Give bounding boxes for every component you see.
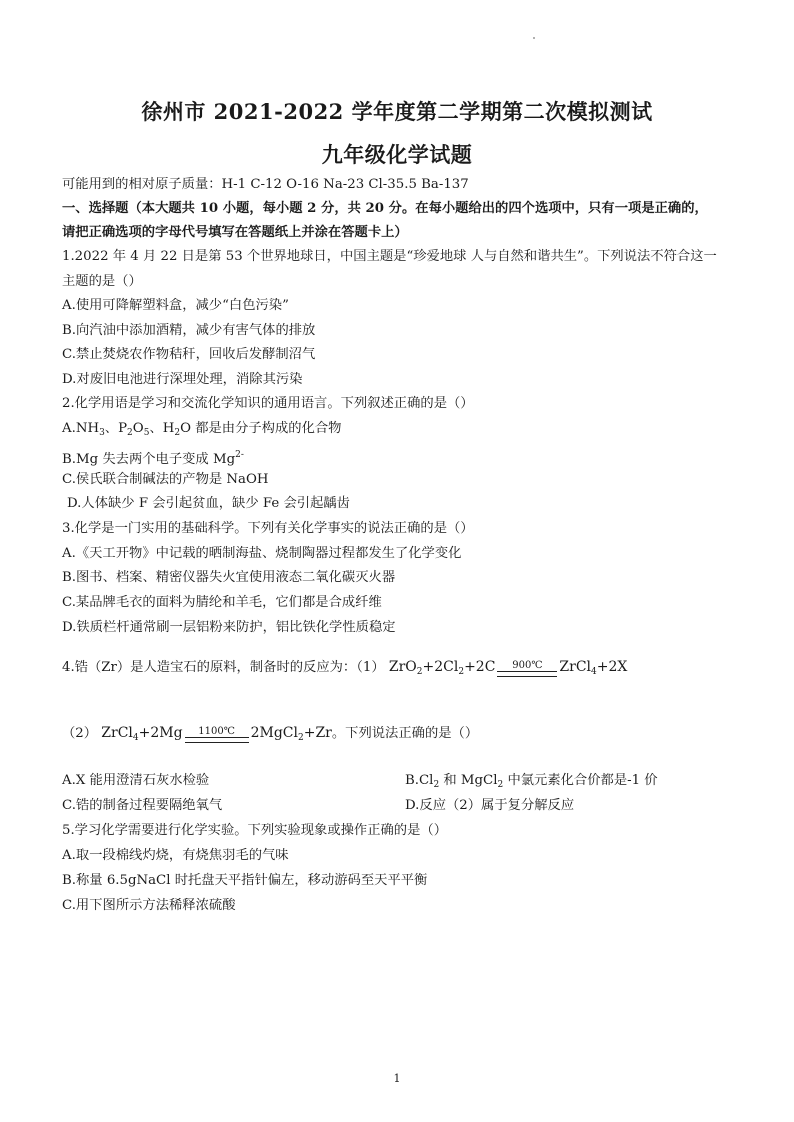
q4-eq1-zrcl: ZrCl bbox=[559, 659, 592, 675]
q3-option-b: B.图书、档案、精密仪器失火宜使用液态二氧化碳灭火器 bbox=[62, 570, 396, 585]
q4-b-sub1: 2 bbox=[433, 780, 440, 790]
q2-a-sub3: 3 bbox=[99, 428, 105, 438]
q2-option-b bbox=[62, 446, 742, 469]
q4-eq1-zro: ZrO bbox=[388, 659, 417, 675]
q2-option-d: D.人体缺少 F 会引起贫血，缺少 Fe 会引起龋齿 bbox=[67, 496, 350, 511]
q4-eq2-double-line bbox=[185, 737, 249, 743]
atomic-masses: 可能用到的相对原子质量：H-1 C-12 O-16 Na-23 Cl-35.5 Ba-137 bbox=[62, 177, 469, 192]
q4-eq2-pre: （2） bbox=[62, 726, 98, 741]
q4-b-pre: B.Cl bbox=[405, 773, 434, 788]
q2-a-o: O bbox=[132, 421, 144, 436]
q4-b-sub2: 2 bbox=[497, 780, 504, 790]
page-number: 1 bbox=[393, 1072, 401, 1085]
q4-eq1-cl: +2Cl bbox=[422, 659, 459, 675]
q4-eq1-condition-arrow bbox=[497, 660, 557, 677]
q4-eq2-condition-arrow bbox=[185, 726, 249, 743]
q5-option-a: A.取一段棉线灼烧，有烧焦羽毛的气味 bbox=[62, 848, 289, 863]
q2-a-nh: A.NH bbox=[62, 421, 100, 436]
q4-eq1-zrcl-sub: 4 bbox=[591, 667, 597, 677]
q4-option-d: D.反应（2）属于复分解反应 bbox=[405, 798, 575, 813]
q4-stem-pre: 4.锆（Zr）是人造宝石的原料，制备时的反应为：（1） bbox=[62, 660, 385, 675]
q4-eq2-zrcl-sub: 4 bbox=[132, 733, 139, 743]
q2-a-p: 、P bbox=[104, 421, 128, 436]
q4-eq2-condition: 1100℃ bbox=[198, 726, 235, 737]
q2-b-charge: 2- bbox=[235, 450, 244, 460]
q4-option-a: A.X 能用澄清石灰水检验 bbox=[62, 773, 210, 788]
q2-a-h: 、H bbox=[149, 421, 175, 436]
q2-a-subh2: 2 bbox=[174, 428, 181, 438]
q1-option-b: B.向汽油中添加酒精，减少有害气体的排放 bbox=[62, 323, 316, 338]
q4-eq2-mgcl: 2MgCl bbox=[250, 725, 298, 741]
q4-eq2-formula bbox=[101, 725, 332, 741]
q2-stem: 2.化学用语是学习和交流化学知识的通用语言。下列叙述正确的是（） bbox=[62, 396, 474, 411]
q5-stem: 5.学习化学需要进行化学实验。下列实验现象或操作正确的是（） bbox=[62, 823, 447, 838]
q4-eq1-cl-sub: 2 bbox=[458, 667, 465, 677]
q4-equation-1 bbox=[62, 656, 627, 677]
q3-option-c: C.某品牌毛衣的面料为腈纶和羊毛，它们都是合成纤维 bbox=[62, 595, 382, 610]
q4-b-rest: 中氯元素化合价都是-1 价 bbox=[503, 773, 658, 788]
q3-option-a: A.《天工开物》中记载的晒制海盐、烧制陶器过程都发生了化学变化 bbox=[62, 546, 462, 561]
q2-option-a bbox=[62, 420, 742, 442]
q4-eq2-mg: +2Mg bbox=[138, 725, 183, 741]
q3-option-d: D.铁质栏杆通常刷一层铝粉来防护，铝比铁化学性质稳定 bbox=[62, 620, 396, 635]
q4-eq1-double-line bbox=[497, 671, 557, 677]
q2-a-subo5: 5 bbox=[143, 428, 150, 438]
q3-stem: 3.化学是一门实用的基础科学。下列有关化学事实的说法正确的是（） bbox=[62, 521, 474, 536]
q1-option-a: A.使用可降解塑料盒，减少“白色污染” bbox=[62, 298, 289, 313]
q2-a-rest: O 都是由分子构成的化合物 bbox=[180, 421, 342, 436]
q2-option-c: C.侯氏联合制碱法的产物是 NaOH bbox=[62, 472, 269, 487]
exam-subtitle: 九年级化学试题 bbox=[321, 142, 473, 167]
exam-title: 徐州市 2021-2022 学年度第二学期第二次模拟测试 bbox=[141, 99, 653, 124]
q4-eq2-zr: +Zr bbox=[303, 725, 332, 741]
q1-stem-2: 主题的是（） bbox=[62, 274, 142, 289]
q4-eq2-mgcl-sub: 2 bbox=[297, 733, 304, 743]
q4-eq2-post: 。下列说法正确的是（） bbox=[331, 726, 479, 741]
q1-stem-1: 1.2022 年 4 月 22 日是第 53 个世界地球日，中国主题是“珍爱地球 人与自然和谐共生”。下列说法不符合这一 bbox=[62, 249, 717, 264]
q4-option-c: C.锆的制备过程要隔绝氧气 bbox=[62, 798, 223, 813]
q2-a-subp2: 2 bbox=[127, 428, 133, 438]
q4-option-b bbox=[405, 772, 658, 794]
q2-b-text: B.Mg 失去两个电子变成 Mg bbox=[62, 452, 236, 467]
q5-option-c: C.用下图所示方法稀释浓硫酸 bbox=[62, 898, 236, 913]
q4-equation-2 bbox=[62, 722, 478, 743]
section1-heading-2: 请把正确选项的字母代号填写在答题纸上并涂在答题卡上） bbox=[62, 225, 408, 240]
q4-options-row-1 bbox=[62, 772, 742, 790]
section1-heading-1: 一、选择题（本大题共 10 小题，每小题 2 分，共 20 分。在每小题给出的四个选项中，只有一项是正确的， bbox=[62, 201, 708, 216]
q5-option-b: B.称量 6.5gNaCl 时托盘天平指针偏左，移动游码至天平平衡 bbox=[62, 873, 428, 888]
q1-option-d: D.对废旧电池进行深埋处理，消除其污染 bbox=[62, 372, 303, 387]
q4-eq2-zrcl: ZrCl bbox=[101, 725, 133, 741]
q4-eq1-x: +2X bbox=[596, 659, 628, 675]
q1-option-c: C.禁止焚烧农作物秸秆，回收后发酵制沼气 bbox=[62, 347, 316, 362]
q4-eq1-zro-sub: 2 bbox=[416, 667, 423, 677]
q4-eq1-c: +2C bbox=[464, 659, 496, 675]
q4-eq1-formula bbox=[389, 659, 628, 675]
scan-speck bbox=[533, 37, 535, 39]
q4-b-mid: 和 MgCl bbox=[439, 773, 498, 788]
q4-options-row-2 bbox=[62, 797, 742, 815]
q4-eq1-condition: 900℃ bbox=[512, 660, 543, 671]
